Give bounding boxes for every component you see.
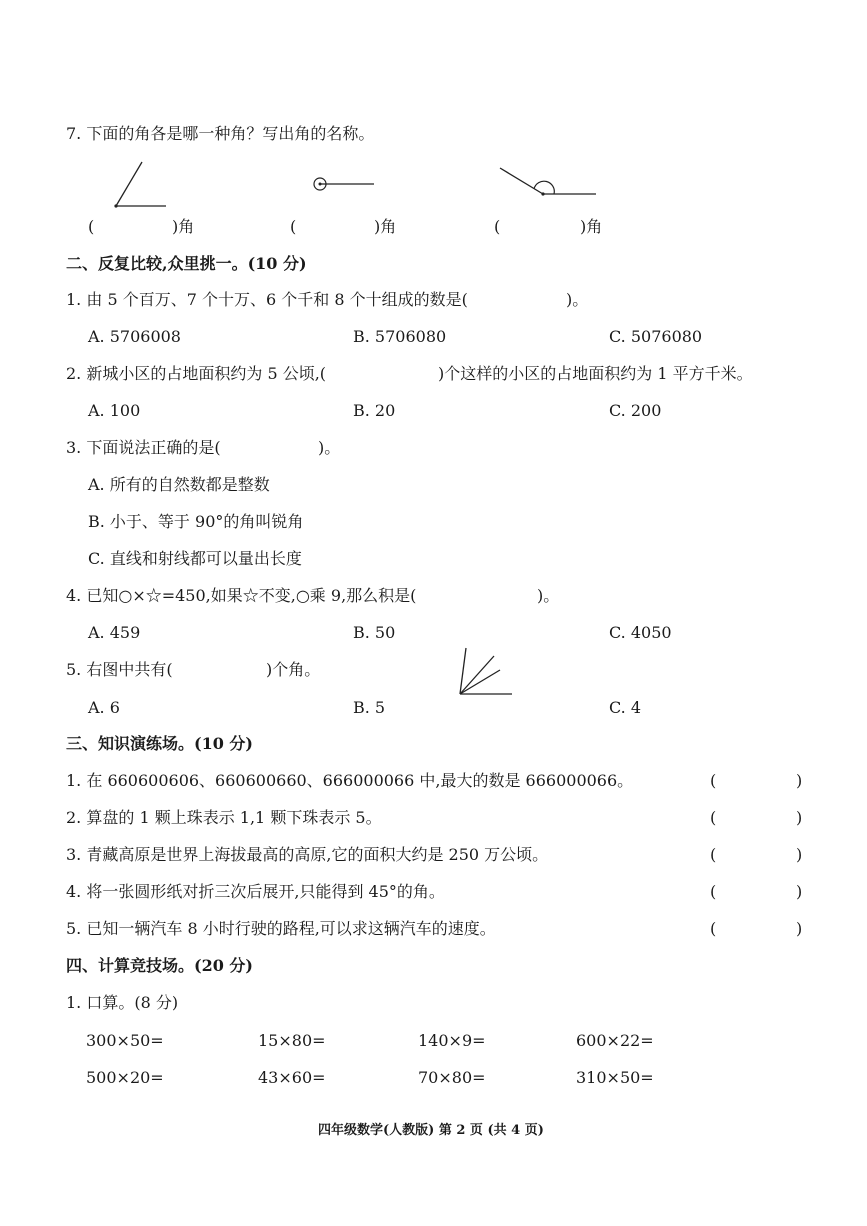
s2-q2-option-b: B. 20	[353, 401, 396, 420]
s2-q3-option-b: B. 小于、等于 90°的角叫锐角	[88, 512, 304, 531]
s3-item-5: 5. 已知一辆汽车 8 小时行驶的路程,可以求这辆汽车的速度。	[66, 919, 496, 938]
s2-q1-option-a: A. 5706008	[88, 327, 181, 346]
s2-q4-option-a: A. 459	[88, 623, 141, 642]
s3-item-3-paren-close: )	[796, 845, 803, 864]
rays-figure	[456, 646, 516, 698]
q7-blank-2-close: )角	[374, 217, 397, 236]
section4-title: 四、计算竞技场。(20 分)	[66, 956, 253, 975]
s3-item-1-paren-open: (	[710, 771, 717, 790]
s4-sub1: 1. 口算。(8 分)	[66, 993, 179, 1012]
obtuse-angle-figure	[498, 166, 600, 200]
acute-angle-figure	[110, 160, 170, 210]
s2-q2-stem-end: )个这样的小区的占地面积约为 1 平方千米。	[438, 364, 753, 383]
calc-r2-c2: 43×60=	[258, 1068, 326, 1087]
calc-r1-c1: 300×50=	[86, 1031, 164, 1050]
s2-q4-stem: 4. 已知○×☆=450,如果☆不变,○乘 9,那么积是(	[66, 586, 417, 605]
calc-r2-c4: 310×50=	[576, 1068, 654, 1087]
straight-angle-figure	[312, 176, 376, 196]
q7-blank-2-open: (	[290, 217, 297, 236]
s3-item-5-paren-open: (	[710, 919, 717, 938]
s3-item-4: 4. 将一张圆形纸对折三次后展开,只能得到 45°的角。	[66, 882, 445, 901]
calc-r1-c3: 140×9=	[418, 1031, 486, 1050]
s2-q3-option-c: C. 直线和射线都可以量出长度	[88, 549, 302, 568]
s3-item-3: 3. 青藏高原是世界上海拔最高的高原,它的面积大约是 250 万公顷。	[66, 845, 549, 864]
s2-q4-option-c: C. 4050	[609, 623, 672, 642]
s2-q5-option-a: A. 6	[88, 698, 120, 717]
s3-item-2: 2. 算盘的 1 颗上珠表示 1,1 颗下珠表示 5。	[66, 808, 382, 827]
s2-q2-option-a: A. 100	[88, 401, 141, 420]
s3-item-2-paren-close: )	[796, 808, 803, 827]
s2-q3-stem-end: )。	[318, 438, 341, 457]
calc-r2-c1: 500×20=	[86, 1068, 164, 1087]
s2-q2-option-c: C. 200	[609, 401, 662, 420]
s2-q1-option-c: C. 5076080	[609, 327, 703, 346]
q7-blank-1-close: )角	[172, 217, 195, 236]
s2-q5-option-b: B. 5	[353, 698, 386, 717]
s2-q3-option-a: A. 所有的自然数都是整数	[88, 475, 270, 494]
s2-q5-stem-end: )个角。	[266, 660, 321, 679]
s2-q1-option-b: B. 5706080	[353, 327, 447, 346]
s3-item-1-paren-close: )	[796, 771, 803, 790]
section3-title: 三、知识演练场。(10 分)	[66, 734, 253, 753]
s3-item-2-paren-open: (	[710, 808, 717, 827]
s2-q3-stem: 3. 下面说法正确的是(	[66, 438, 221, 457]
page-footer: 四年级数学(人教版) 第 2 页 (共 4 页)	[318, 1123, 544, 1138]
s3-item-5-paren-close: )	[796, 919, 803, 938]
s3-item-4-paren-open: (	[710, 882, 717, 901]
s3-item-4-paren-close: )	[796, 882, 803, 901]
calc-r1-c2: 15×80=	[258, 1031, 326, 1050]
s2-q2-stem: 2. 新城小区的占地面积约为 5 公顷,(	[66, 364, 327, 383]
s2-q5-option-c: C. 4	[609, 698, 642, 717]
s2-q4-stem-end: )。	[537, 586, 560, 605]
section2-title: 二、反复比较,众里挑一。(10 分)	[66, 254, 307, 273]
q7-blank-3-close: )角	[580, 217, 603, 236]
s2-q5-stem: 5. 右图中共有(	[66, 660, 173, 679]
s2-q1-stem: 1. 由 5 个百万、7 个十万、6 个千和 8 个十组成的数是(	[66, 290, 468, 309]
q7-blank-1-open: (	[88, 217, 95, 236]
calc-r1-c4: 600×22=	[576, 1031, 654, 1050]
calc-r2-c3: 70×80=	[418, 1068, 486, 1087]
q7-blank-3-open: (	[494, 217, 501, 236]
s3-item-1: 1. 在 660600606、660600660、666000066 中,最大的数是 666000066。	[66, 771, 634, 790]
s3-item-3-paren-open: (	[710, 845, 717, 864]
s2-q4-option-b: B. 50	[353, 623, 396, 642]
s2-q1-stem-end: )。	[566, 290, 589, 309]
q7-prompt: 7. 下面的角各是哪一种角？写出角的名称。	[66, 124, 375, 143]
